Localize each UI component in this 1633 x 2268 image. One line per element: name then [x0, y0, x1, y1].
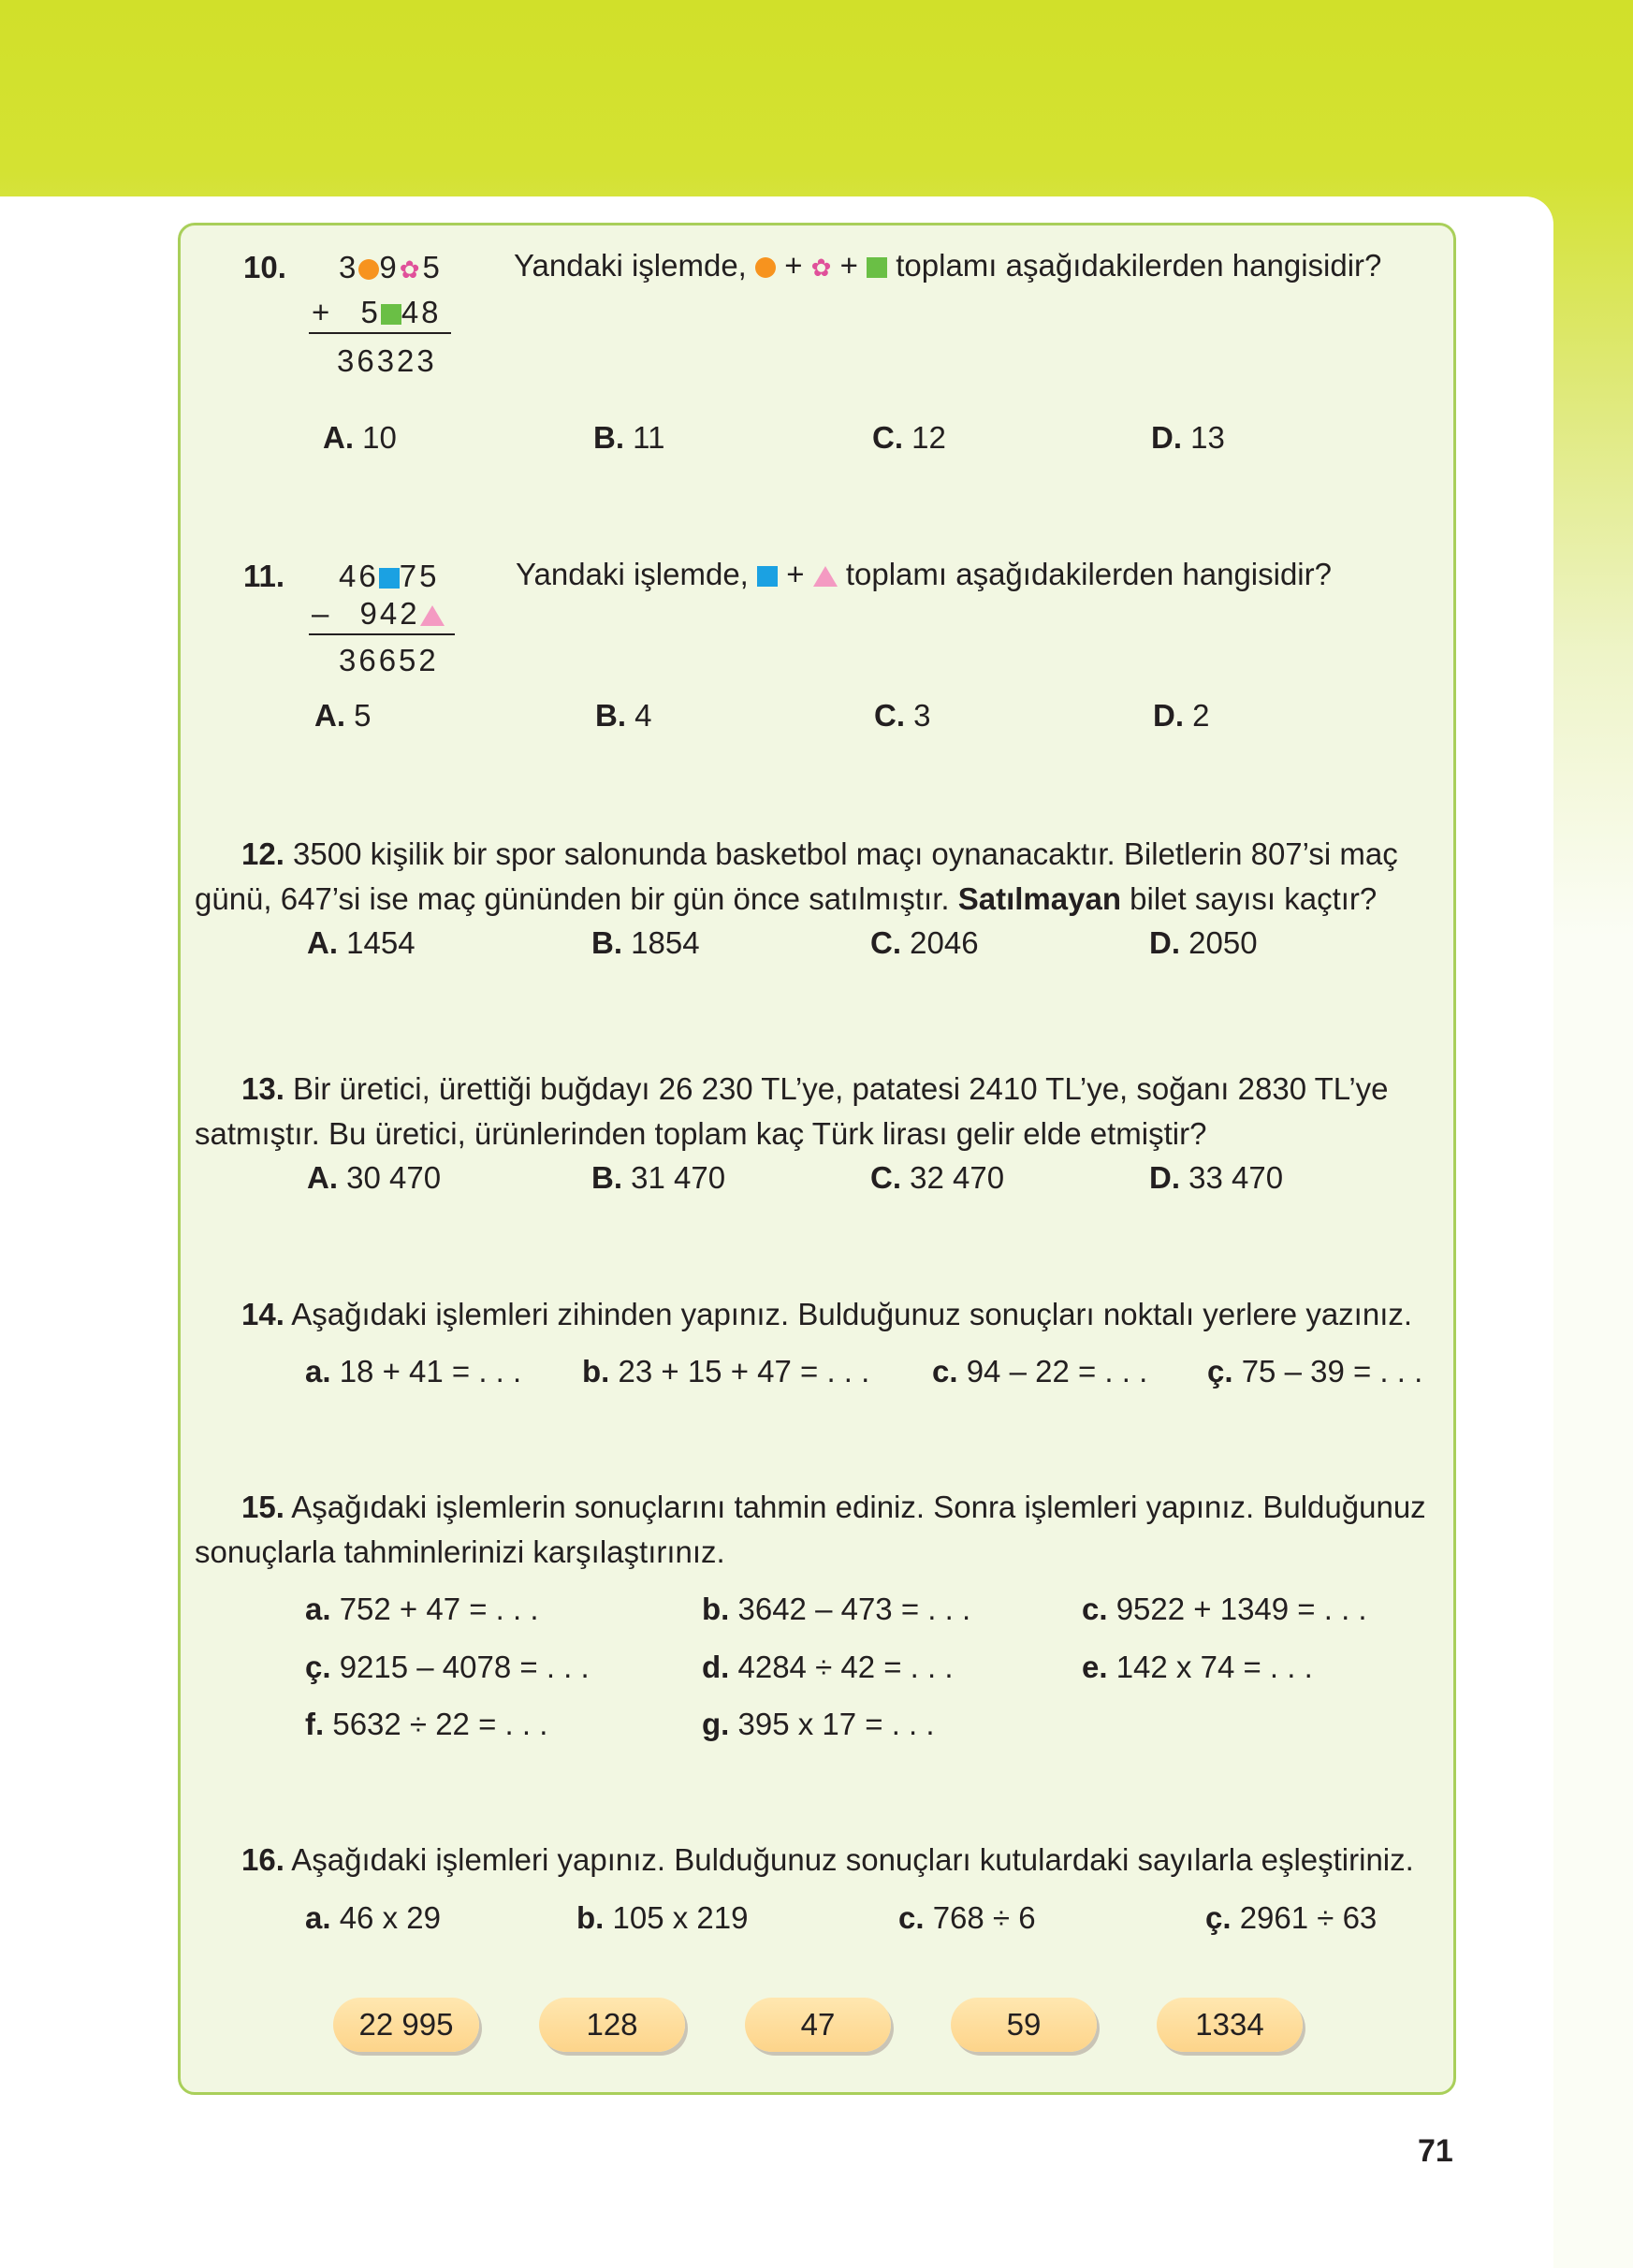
q16-item-a [305, 1899, 441, 1937]
orange-circle-icon [755, 257, 776, 278]
q12-line2c: bilet sayısı kaçtır? [1130, 881, 1378, 916]
pink-flower-icon: ✿ [810, 254, 832, 283]
q13-question-text [195, 1067, 1439, 1156]
option-label: A. [307, 925, 338, 960]
q15-item-e [1082, 1649, 1313, 1686]
item-expression: 4284 ÷ 42 = . . . [737, 1650, 954, 1684]
q15-item-c [1082, 1591, 1367, 1628]
option-value: 30 470 [346, 1160, 442, 1195]
option-value: 2 [1192, 698, 1210, 733]
item-expression: 46 x 29 [339, 1900, 441, 1935]
blue-square-icon [757, 566, 778, 587]
page-number: 71 [1418, 2133, 1453, 2169]
item-label: b. [582, 1354, 610, 1388]
q11-mid-digit: 942 [359, 596, 420, 631]
item-label: b. [702, 1592, 730, 1626]
item-expression: 3642 – 473 = . . . [737, 1592, 971, 1626]
q11-text-b: toplamı aşağıdakilerden hangisidir? [845, 557, 1332, 591]
q10-top-digit: 9 [379, 250, 400, 284]
q13-option-b[interactable] [591, 1159, 725, 1197]
item-expression: 752 + 47 = . . . [339, 1592, 539, 1626]
option-label: D. [1151, 420, 1182, 455]
q16-item-c [898, 1899, 1036, 1937]
q10-option-c[interactable] [872, 419, 946, 457]
green-square-icon [381, 304, 401, 325]
q13-option-a[interactable] [307, 1159, 441, 1197]
option-value: 3 [913, 698, 931, 733]
plus-sign: + [784, 248, 803, 283]
q11-top-digit: 46 [339, 559, 379, 593]
q12-line2a: günü, 647’si ise maç gününden bir gün önce satılmıştır. [195, 881, 950, 916]
q12-option-d[interactable] [1149, 924, 1258, 962]
q10-question-text [514, 247, 1381, 284]
q14-item-cc [1207, 1353, 1422, 1390]
plus-sign: + [839, 248, 858, 283]
item-label: ç. [1207, 1354, 1233, 1388]
item-expression: 18 + 41 = . . . [339, 1354, 522, 1388]
q15-item-f [305, 1706, 547, 1743]
answer-box[interactable]: 47 [745, 1998, 891, 2052]
q10-second-row [312, 294, 442, 331]
orange-circle-icon [358, 259, 379, 280]
q10-option-a[interactable] [323, 419, 397, 457]
option-value: 31 470 [631, 1160, 726, 1195]
q14-item-b [582, 1353, 869, 1390]
item-label: c. [932, 1354, 958, 1388]
q15-item-cc [305, 1649, 590, 1686]
q14-item-c [932, 1353, 1147, 1390]
blue-square-icon [379, 568, 400, 589]
option-value: 11 [633, 420, 665, 455]
q14-number: 14. [241, 1297, 284, 1331]
q15-item-a [305, 1591, 539, 1628]
item-expression: 142 x 74 = . . . [1115, 1650, 1313, 1684]
option-value: 12 [911, 420, 946, 455]
q10-text-a: Yandaki işlemde, [514, 248, 747, 283]
q13-line1: Bir üretici, ürettiği buğdayı 26 230 TL’ye, patatesi 2410 TL’ye, soğanı 2830 TL’ye [293, 1071, 1389, 1106]
answer-box[interactable]: 59 [951, 1998, 1097, 2052]
option-value: 2046 [910, 925, 979, 960]
option-value: 32 470 [910, 1160, 1005, 1195]
q10-result-line [309, 332, 451, 334]
item-label: a. [305, 1592, 331, 1626]
q10-option-b[interactable] [593, 419, 664, 457]
q11-number: 11. [243, 559, 285, 593]
item-label: ç. [305, 1650, 331, 1684]
q11-result-line [309, 633, 455, 635]
option-value: 13 [1190, 420, 1225, 455]
q10-mid-digit: 48 [401, 295, 442, 329]
option-value: 10 [362, 420, 397, 455]
q15-line2: sonuçlarla tahminlerinizi karşılaştırınız. [195, 1534, 725, 1569]
item-expression: 105 x 219 [612, 1900, 749, 1935]
q12-number: 12. [241, 836, 284, 871]
q12-option-b[interactable] [591, 924, 700, 962]
q16-item-b [576, 1899, 748, 1937]
q10-mid-digit: 5 [360, 295, 381, 329]
q12-line1: 3500 kişilik bir spor salonunda basketbol maçı oynanacaktır. Biletlerin 807’si maç [293, 836, 1398, 871]
q10-top-digit: 3 [339, 250, 359, 284]
item-label: a. [305, 1900, 331, 1935]
option-label: C. [874, 698, 905, 733]
option-label: C. [870, 925, 901, 960]
option-label: B. [595, 698, 626, 733]
q15-item-b [702, 1591, 970, 1628]
item-expression: 9215 – 4078 = . . . [339, 1650, 590, 1684]
item-label: f. [305, 1707, 325, 1741]
item-expression: 5632 ÷ 22 = . . . [332, 1707, 548, 1741]
q14-item-a [305, 1353, 521, 1390]
q13-line2: satmıştır. Bu üretici, ürünlerinden toplam kaç Türk lirası gelir elde etmiştir? [195, 1116, 1207, 1151]
option-value: 1854 [631, 925, 700, 960]
item-expression: 768 ÷ 6 [932, 1900, 1036, 1935]
q14-text: Aşağıdaki işlemleri zihinden yapınız. Bulduğunuz sonuçları noktalı yerlere yazınız. [291, 1297, 1413, 1331]
item-expression: 2961 ÷ 63 [1239, 1900, 1378, 1935]
q10-top-row [339, 249, 443, 286]
q10-option-d[interactable] [1151, 419, 1225, 457]
item-expression: 75 – 39 = . . . [1241, 1354, 1423, 1388]
q12-option-c[interactable] [870, 924, 979, 962]
q10-text-b: toplamı aşağıdakilerden hangisidir? [896, 248, 1382, 283]
item-label: g. [702, 1707, 730, 1741]
option-value: 1454 [346, 925, 416, 960]
q11-text-a: Yandaki işlemde, [516, 557, 749, 591]
q15-item-g [702, 1706, 935, 1743]
q12-option-a[interactable] [307, 924, 416, 962]
q11-option-d[interactable] [1153, 697, 1210, 734]
option-value: 5 [354, 698, 372, 733]
q10-top-digit: 5 [422, 250, 443, 284]
option-label: C. [872, 420, 903, 455]
green-square-icon [867, 257, 887, 278]
q13-option-d[interactable] [1149, 1159, 1283, 1197]
item-label: d. [702, 1650, 730, 1684]
option-label: B. [591, 925, 622, 960]
q16-text: Aşağıdaki işlemleri yapınız. Bulduğunuz sonuçları kutulardaki sayılarla eşleştiriniz. [291, 1842, 1414, 1877]
item-expression: 9522 + 1349 = . . . [1115, 1592, 1367, 1626]
q12-question-text [195, 832, 1439, 922]
option-label: D. [1149, 925, 1180, 960]
option-label: C. [870, 1160, 901, 1195]
q10-result: 36323 [337, 343, 437, 378]
option-label: B. [591, 1160, 622, 1195]
item-label: e. [1082, 1650, 1108, 1684]
option-label: A. [314, 698, 345, 733]
item-label: a. [305, 1354, 331, 1388]
q15-item-d [702, 1649, 954, 1686]
option-value: 33 470 [1188, 1160, 1284, 1195]
answer-box[interactable]: 1334 [1157, 1998, 1303, 2052]
answer-box[interactable]: 22 995 [333, 1998, 479, 2052]
q10-number: 10. [243, 250, 286, 284]
q15-question-text [195, 1485, 1439, 1575]
q11-question-text [516, 556, 1332, 593]
q11-option-c[interactable] [874, 697, 931, 734]
q11-top-digit: 75 [399, 559, 440, 593]
q11-option-b[interactable] [595, 697, 652, 734]
answer-box[interactable]: 128 [539, 1998, 685, 2052]
item-label: ç. [1205, 1900, 1232, 1935]
q12-emphasis: Satılmayan [957, 881, 1121, 916]
q10-operator: + [312, 295, 333, 329]
option-label: A. [323, 420, 354, 455]
q15-number: 15. [241, 1490, 284, 1524]
pink-flower-icon: ✿ [399, 255, 423, 284]
option-value: 2050 [1188, 925, 1258, 960]
option-value: 4 [634, 698, 652, 733]
item-expression: 395 x 17 = . . . [737, 1707, 935, 1741]
item-label: c. [898, 1900, 925, 1935]
item-label: b. [576, 1900, 605, 1935]
q16-question-text [241, 1841, 1414, 1879]
item-label: c. [1082, 1592, 1108, 1626]
q13-option-c[interactable] [870, 1159, 1004, 1197]
option-label: A. [307, 1160, 338, 1195]
q11-operator: – [312, 596, 332, 631]
q13-number: 13. [241, 1071, 284, 1106]
q16-item-cc [1205, 1899, 1377, 1937]
q11-top-row [339, 558, 439, 595]
q14-question-text [241, 1296, 1412, 1333]
q11-option-a[interactable] [314, 697, 372, 734]
option-label: B. [593, 420, 624, 455]
pink-triangle-icon [420, 605, 445, 626]
q16-number: 16. [241, 1842, 284, 1877]
pink-triangle-icon [813, 566, 838, 587]
option-label: D. [1153, 698, 1184, 733]
q15-line1: Aşağıdaki işlemlerin sonuçlarını tahmin ediniz. Sonra işlemleri yapınız. Bulduğunuz [291, 1490, 1426, 1524]
plus-sign: + [786, 557, 805, 591]
q11-second-row [312, 595, 445, 632]
item-expression: 94 – 22 = . . . [966, 1354, 1148, 1388]
item-expression: 23 + 15 + 47 = . . . [618, 1354, 870, 1388]
option-label: D. [1149, 1160, 1180, 1195]
q11-result: 36652 [339, 643, 439, 677]
